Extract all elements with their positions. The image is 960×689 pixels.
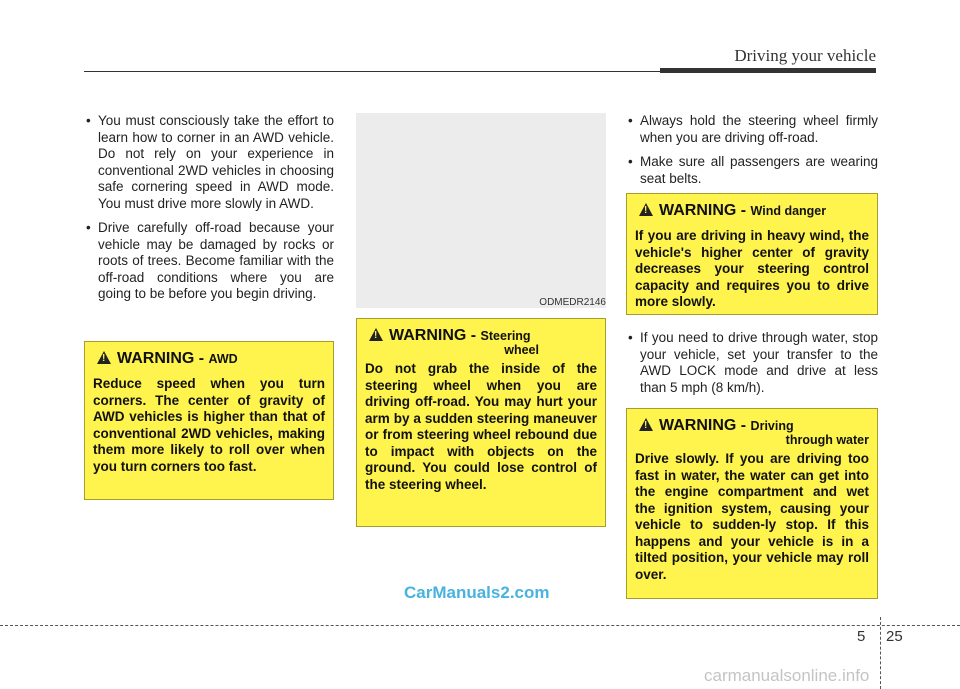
warning-text: Do not grab the inside of the steering wheel when you are driving off-road. You may hurt your arm by a sudden steering maneuver or from steering wheel rebound due to impact with objects on the ground. You could lose control of the steering wheel.: [365, 361, 597, 492]
warning-label: WARNING -: [659, 202, 751, 219]
warning-triangle-icon: [97, 351, 111, 364]
warning-text: Drive slowly. If you are driving too fast in water, the water can get into the engine compartment and wet the ignition system, causing your vehicle to sudden-ly stop. If this happens and your vehicle is in a tilted position, your vehicle may roll over.: [635, 451, 869, 582]
warning-label: WARNING -: [659, 417, 751, 434]
right-bullet-list-bottom: [626, 330, 878, 404]
warning-box-awd: [84, 341, 334, 500]
list-item: • Always hold the steering wheel firmly when you are driving off-road.: [626, 113, 878, 146]
image-code: ODMEDR2146: [539, 297, 606, 308]
warning-label: WARNING -: [117, 350, 209, 367]
warning-triangle-icon: [369, 328, 383, 341]
warning-triangle-icon: [639, 203, 653, 216]
header-rule-accent: [660, 68, 876, 73]
warning-box-driving-through-water: [626, 408, 878, 599]
footer-rule: [0, 625, 960, 626]
list-item: • You must consciously take the effort to learn how to corner in an AWD vehicle. Do not rely on your experience in conventional 2WD vehicles in choosing safe cornering speed in AWD mode. You must drive more slowly in AWD.: [84, 113, 334, 212]
list-item: • Make sure all passengers are wearing seat belts.: [626, 154, 878, 187]
left-bullet-list: [84, 113, 334, 311]
warning-subject: Wind danger: [750, 204, 827, 218]
warning-box-wind-danger: [626, 193, 878, 315]
warning-subject: Steering: [480, 329, 531, 343]
section-number: 5: [857, 628, 866, 645]
page-number: 25: [886, 628, 903, 645]
warning-text: Reduce speed when you turn corners. The center of gravity of AWD vehicles is higher than that of conventional 2WD vehicles, making them more likely to roll over when you turn corners too fast.: [93, 376, 325, 474]
site-link[interactable]: CarManuals2.com: [404, 583, 550, 602]
warning-box-steering-wheel: [356, 318, 606, 527]
illustration-image: [356, 113, 606, 308]
list-item: • If you need to drive through water, stop your vehicle, set your transfer to the AWD LOCK mode and drive at less than 5 mph (8 km/h).: [626, 330, 878, 396]
watermark: carmanualsonline.info: [704, 666, 870, 685]
warning-label: WARNING -: [389, 327, 481, 344]
right-bullet-list-top: [626, 113, 878, 195]
section-title: Driving your vehicle: [734, 46, 876, 65]
footer-divider: [880, 617, 881, 689]
warning-subject: Driving: [750, 419, 794, 433]
warning-triangle-icon: [639, 418, 653, 431]
warning-subject-line2: wheel: [504, 343, 539, 357]
warning-subject: AWD: [208, 352, 238, 366]
warning-subject-line2: through water: [785, 433, 869, 447]
list-item: • Drive carefully off-road because your vehicle may be damaged by rocks or roots of trees. Become familiar with the off-road conditions where you are going to be before you begin driving.: [84, 220, 334, 303]
warning-text: If you are driving in heavy wind, the vehicle's higher center of gravity decreases your steering control capacity and requires you to drive more slowly.: [635, 228, 869, 309]
